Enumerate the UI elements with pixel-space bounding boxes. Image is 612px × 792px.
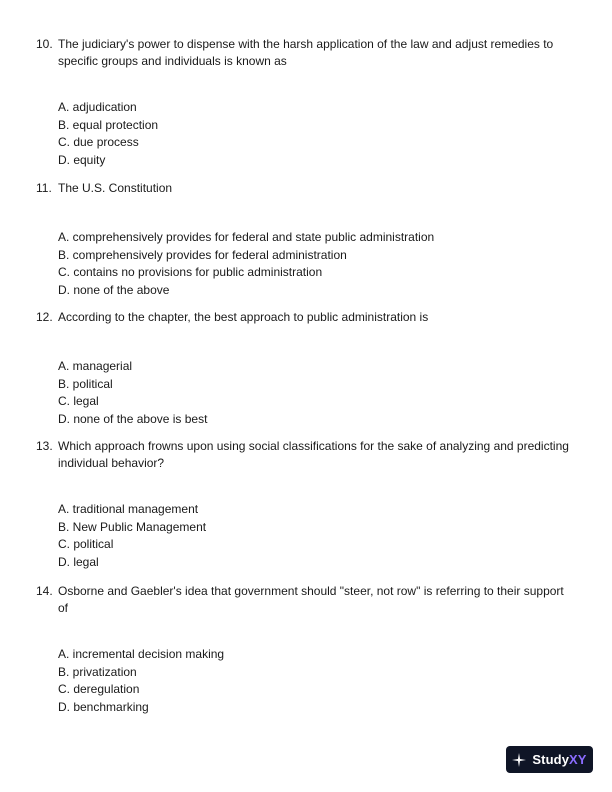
- question-11: [36, 180, 576, 299]
- answer-option-d: D. benchmarking: [58, 699, 149, 714]
- brand-name-accent: XY: [569, 752, 587, 767]
- question-number: 12.: [36, 310, 53, 324]
- answer-option-d: D. equity: [58, 152, 106, 167]
- question-text: The U.S. Constitution: [58, 181, 173, 195]
- question-number: 11.: [36, 181, 52, 195]
- answer-options: [58, 229, 576, 299]
- answer-option-c: C. political: [58, 537, 114, 551]
- question-header: [36, 36, 576, 70]
- answer-option-b: B. equal protection: [58, 117, 159, 132]
- brand-name-main: Study: [532, 752, 570, 767]
- answer-option-b: B. comprehensively provides for federal administration: [58, 247, 347, 262]
- answer-options: [58, 646, 576, 716]
- question-10: [36, 36, 576, 169]
- question-13: [36, 438, 576, 571]
- answer-option-c: C. due process: [58, 135, 139, 149]
- studyxy-logo-badge: [506, 746, 593, 773]
- answer-option-b: B. political: [58, 376, 113, 391]
- answer-option-b: B. privatization: [58, 664, 137, 679]
- question-header: [36, 180, 576, 197]
- question-text: Osborne and Gaebler's idea that government should "steer, not row" is referring to their support of: [58, 584, 564, 615]
- question-number: 10.: [36, 37, 53, 51]
- question-text: Which approach frowns upon using social classifications for the sake of analyzing and predicting individual behavior?: [58, 439, 569, 470]
- question-number: 14.: [36, 584, 53, 598]
- answer-option-a: A. incremental decision making: [58, 647, 225, 661]
- question-header: [36, 583, 576, 617]
- answer-option-c: C. contains no provisions for public administration: [58, 265, 323, 279]
- answer-option-a: A. adjudication: [58, 100, 137, 114]
- answer-option-d: D. none of the above is best: [58, 411, 208, 426]
- question-text: According to the chapter, the best approach to public administration is: [58, 310, 429, 324]
- answer-option-d: D. legal: [58, 554, 99, 569]
- sparkle-plus-icon: [512, 753, 526, 767]
- answer-option-c: C. deregulation: [58, 682, 140, 696]
- answer-option-d: D. none of the above: [58, 282, 170, 297]
- question-12: [36, 309, 576, 428]
- answer-option-c: C. legal: [58, 394, 99, 408]
- question-header: [36, 309, 576, 326]
- brand-name: [532, 746, 586, 773]
- question-14: [36, 583, 576, 716]
- answer-options: [58, 501, 576, 571]
- answer-option-b: B. New Public Management: [58, 519, 207, 534]
- question-number: 13.: [36, 439, 53, 453]
- question-header: [36, 438, 576, 472]
- answer-option-a: A. comprehensively provides for federal and state public administration: [58, 230, 435, 244]
- question-text: The judiciary's power to dispense with the harsh application of the law and adjust remedies to specific groups and individuals is known as: [58, 37, 554, 68]
- answer-options: [58, 99, 576, 169]
- answer-options: [58, 358, 576, 428]
- answer-option-a: A. managerial: [58, 359, 133, 373]
- answer-option-a: A. traditional management: [58, 502, 199, 516]
